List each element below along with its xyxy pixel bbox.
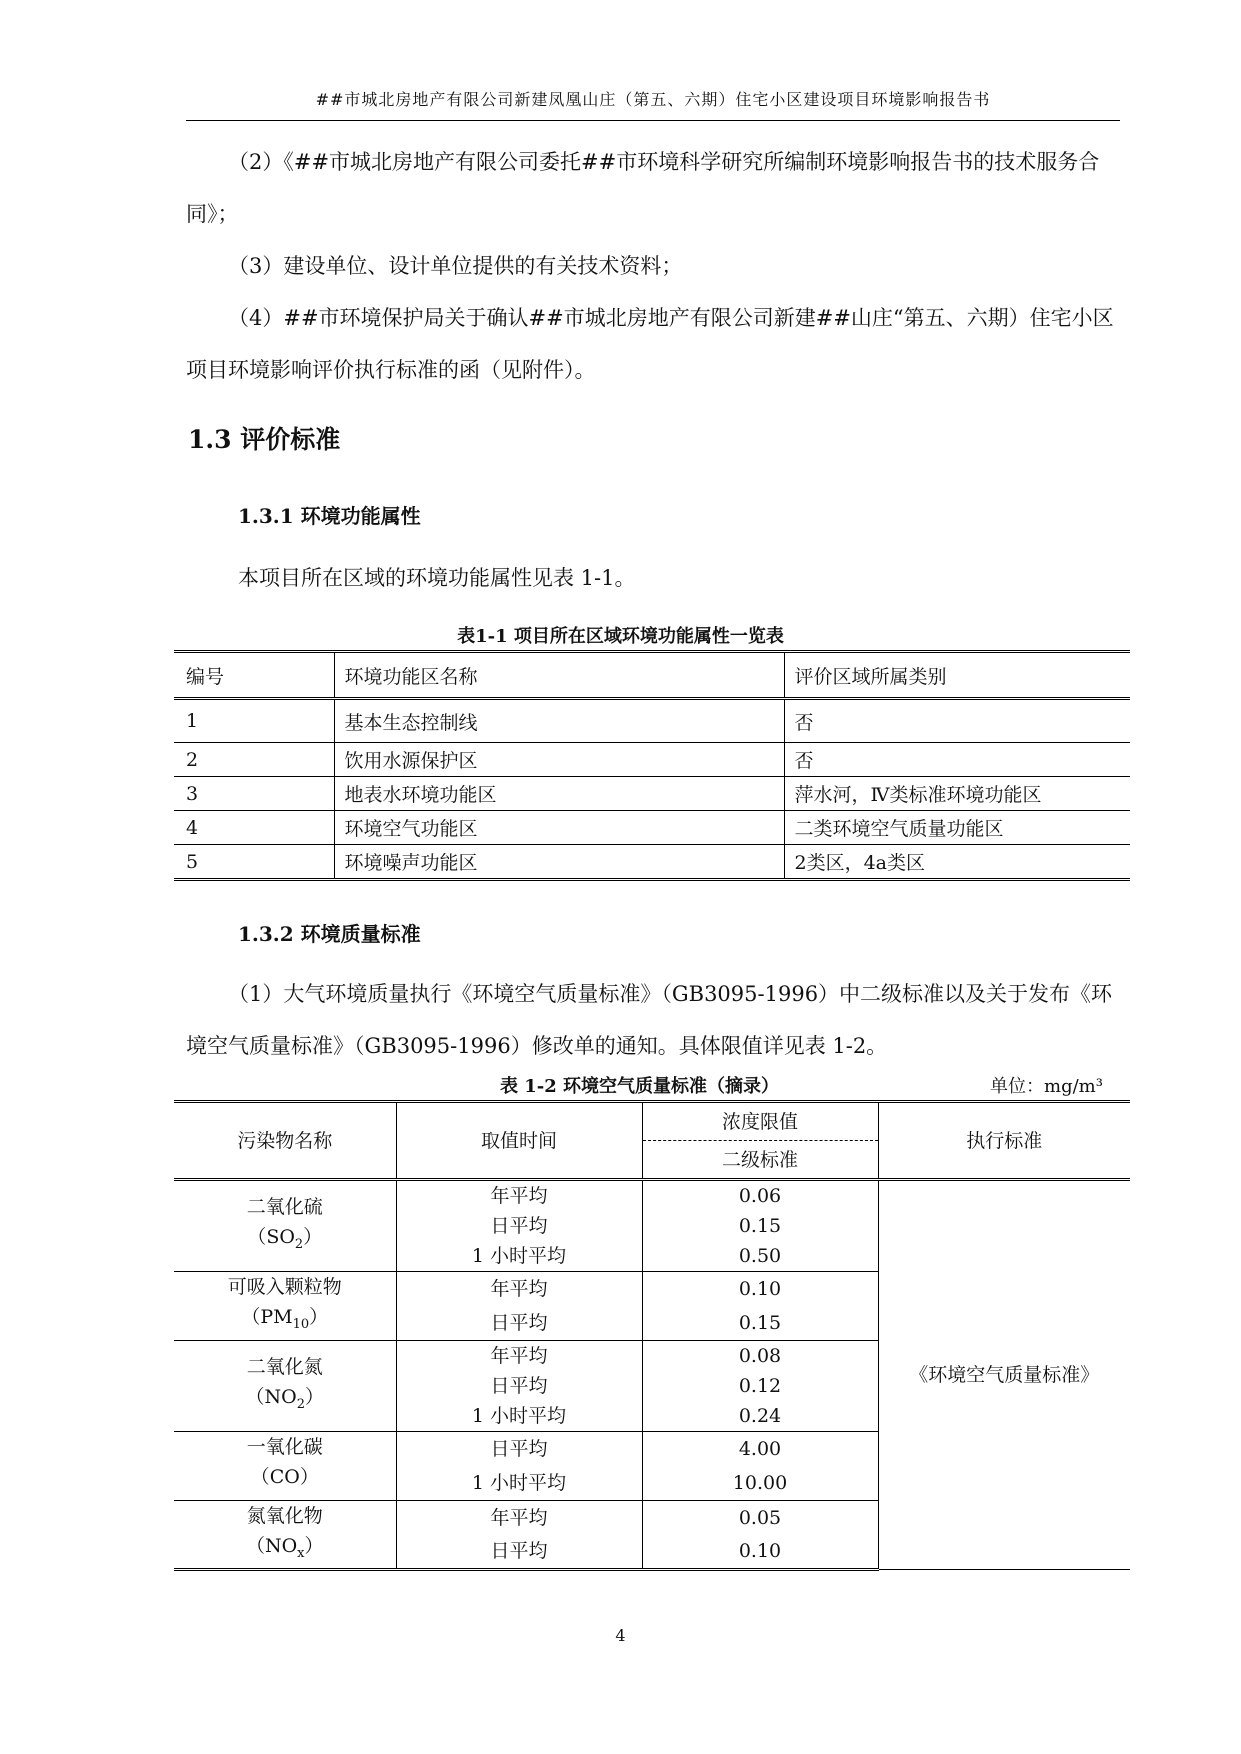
- pollutant-formula: $(PM_{10})$: [241, 1306, 329, 1332]
- time-cell: 日平均: [396, 1431, 642, 1465]
- table2-header-cell: 取值时间: [396, 1102, 642, 1180]
- time-cell: 日平均: [396, 1371, 642, 1401]
- table2-header-row: [174, 1102, 1130, 1141]
- time-cell: 日平均: [396, 1306, 642, 1340]
- value-cell: 0.06: [642, 1180, 878, 1212]
- table-row: [174, 1180, 1130, 1212]
- table1-header-cell: 环境功能区名称: [334, 652, 784, 699]
- value-cell: 0.15: [642, 1211, 878, 1241]
- table-cell: 环境空气功能区: [334, 811, 784, 845]
- time-cell: 1 小时平均: [396, 1466, 642, 1500]
- table-cell: 基本生态控制线: [334, 699, 784, 743]
- table-cell: 饮用水源保护区: [334, 743, 784, 777]
- value-cell: 0.10: [642, 1272, 878, 1306]
- table-cell: 二类环境空气质量功能区: [784, 811, 1130, 845]
- time-cell: 年平均: [396, 1180, 642, 1212]
- value-cell: 4.00: [642, 1431, 878, 1465]
- time-cell: 年平均: [396, 1272, 642, 1306]
- table1-header-cell: 评价区域所属类别: [784, 652, 1130, 699]
- standard-cell: 《环境空气质量标准》: [878, 1180, 1130, 1570]
- pollutant-name: 氮氧化物: [246, 1504, 323, 1527]
- section-heading-1-3: 1.3 评价标准: [188, 425, 341, 454]
- formula-text: PM: [260, 1306, 293, 1328]
- table-row: [174, 743, 1130, 777]
- table1-header-cell: 编号: [174, 652, 334, 699]
- value-cell: 0.05: [642, 1500, 878, 1534]
- intro-paragraph-1-3-1: 本项目所在区域的环境功能属性见表 1-1。: [238, 566, 636, 590]
- time-cell: 日平均: [396, 1211, 642, 1241]
- table-cell: 4: [174, 811, 334, 845]
- table2-header-cell: 污染物名称: [174, 1102, 396, 1180]
- table-cell: 萍水河，Ⅳ类标准环境功能区: [784, 777, 1130, 811]
- paragraph-3: （3）建设单位、设计单位提供的有关技术资料；: [228, 254, 683, 278]
- formula-text: NO: [264, 1534, 298, 1557]
- table-cell: 5: [186, 850, 199, 873]
- table-cell: 环境噪声功能区: [334, 845, 784, 880]
- paragraph-2: （2）《##市城北房地产有限公司委托##市环境科学研究所编制环境影响报告书的技术服务合同》；: [186, 150, 1100, 226]
- pollutant-formula: $(NO_x)$: [245, 1534, 324, 1561]
- running-header: ##市城北房地产有限公司新建凤凰山庄（第五、六期）住宅小区建设项目环境影响报告书: [186, 80, 1120, 121]
- time-cell: 1 小时平均: [396, 1401, 642, 1432]
- pollutant-formula: $(NO_2)$: [245, 1385, 324, 1412]
- formula-subscript: 2: [294, 1236, 304, 1252]
- page-number: 4: [615, 1626, 626, 1645]
- table-cell: 2类区，4a类区: [784, 845, 1130, 880]
- table-row: [174, 777, 1130, 811]
- value-cell: 0.12: [642, 1371, 878, 1401]
- pollutant-name: 二氧化硫: [246, 1196, 323, 1219]
- time-cell: 日平均: [396, 1534, 642, 1569]
- section-heading-1-3-2: 1.3.2 环境质量标准: [238, 922, 421, 946]
- pollutant-cell: [174, 1431, 396, 1500]
- section-heading-1-3-1: 1.3.1 环境功能属性: [238, 504, 421, 528]
- pollutant-formula: $(SO_2)$: [247, 1226, 323, 1252]
- table1-header-row: [174, 652, 1130, 699]
- table2-unit: 单位：mg/m³: [990, 1076, 1103, 1097]
- formula-subscript: x: [297, 1545, 305, 1561]
- table-cell: 否: [784, 743, 1130, 777]
- table-1-2: [174, 1100, 1130, 1571]
- formula-text: SO: [266, 1226, 295, 1249]
- time-cell: 1 小时平均: [396, 1241, 642, 1272]
- table2-header-cell: 二级标准: [642, 1141, 878, 1180]
- paragraph-4: （4）##市环境保护局关于确认##市城北房地产有限公司新建##山庄“第五、六期）住宅小区项目环境影响评价执行标准的函（见附件）。: [186, 306, 1114, 382]
- table1-caption: 表1-1 项目所在区域环境功能属性一览表: [457, 626, 784, 647]
- table-cell: 1: [174, 699, 334, 743]
- value-cell: 10.00: [642, 1466, 878, 1500]
- pollutant-name: 二氧化氮: [246, 1355, 323, 1378]
- formula-subscript: 10: [292, 1316, 310, 1332]
- pollutant-formula: （CO）: [250, 1465, 319, 1488]
- value-cell: 0.50: [642, 1241, 878, 1272]
- value-cell: 0.08: [642, 1340, 878, 1371]
- value-cell: 0.24: [642, 1401, 878, 1432]
- pollutant-cell: [174, 1500, 396, 1570]
- table-row: [174, 811, 1130, 845]
- paragraph-1-3-2: （1）大气环境质量执行《环境空气质量标准》（GB3095-1996）中二级标准以及关于发布《环境空气质量标准》（GB3095-1996）修改单的通知。具体限值详见表 1-2。: [186, 982, 1113, 1058]
- formula-subscript: 2: [296, 1396, 305, 1412]
- pollutant-name: 一氧化碳: [246, 1435, 323, 1458]
- table2-header-cell: 执行标准: [878, 1102, 1130, 1180]
- value-cell: 0.15: [642, 1306, 878, 1340]
- table2-header-cell: 浓度限值: [642, 1102, 878, 1141]
- table-cell: 3: [174, 777, 334, 811]
- pollutant-cell: [174, 1272, 396, 1341]
- pollutant-cell: [174, 1340, 396, 1431]
- table-cell: 2: [174, 743, 334, 777]
- table-row: [174, 845, 1130, 880]
- table-row: [174, 699, 1130, 743]
- time-cell: 年平均: [396, 1500, 642, 1534]
- pollutant-cell: [174, 1180, 396, 1272]
- pollutant-name: 可吸入颗粒物: [227, 1276, 342, 1298]
- value-cell: 0.10: [642, 1534, 878, 1569]
- formula-text: CO: [269, 1465, 300, 1488]
- table-cell: 地表水环境功能区: [334, 777, 784, 811]
- time-cell: 年平均: [396, 1340, 642, 1371]
- table-cell: 否: [784, 699, 1130, 743]
- table2-caption: 表 1-2 环境空气质量标准（摘录）: [500, 1076, 780, 1097]
- table-1-1: [174, 650, 1130, 881]
- formula-text: NO: [264, 1385, 297, 1408]
